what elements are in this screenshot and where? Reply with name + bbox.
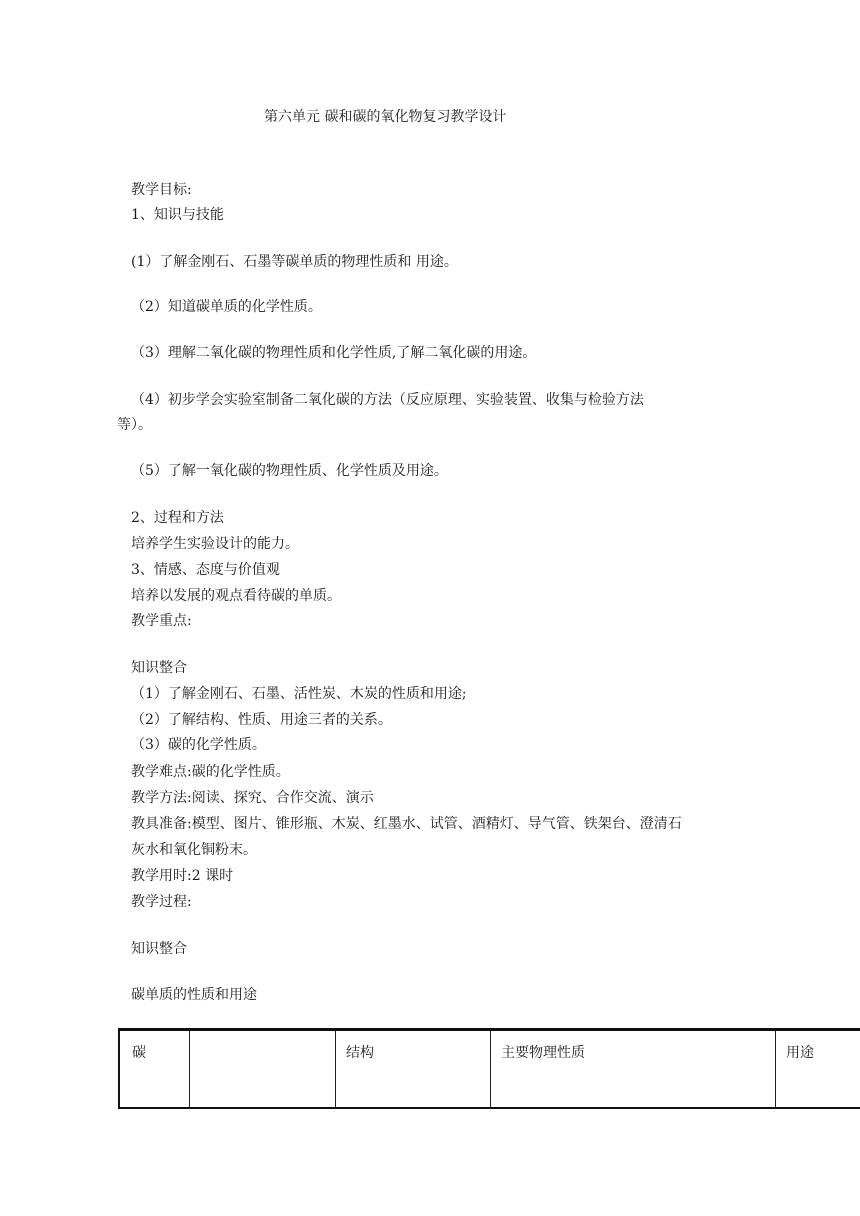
table-header-physical-properties: 主要物理性质 — [501, 1045, 585, 1061]
table-header-carbon: 碳 — [132, 1045, 146, 1061]
table-column-divider — [335, 1031, 336, 1107]
carbon-properties-table — [118, 1028, 860, 1109]
text-line: （3）碳的化学性质。 — [131, 737, 266, 753]
text-line: 知识整合 — [131, 941, 187, 957]
table-column-divider — [490, 1031, 491, 1107]
text-line: 教学方法:阅读、探究、合作交流、演示 — [131, 790, 374, 806]
table-column-divider — [189, 1031, 190, 1107]
text-line: （2）知道碳单质的化学性质。 — [131, 299, 322, 315]
text-line: 教学用时:2 课时 — [131, 868, 234, 884]
text-line: 教学目标: — [131, 182, 192, 198]
table-header-structure: 结构 — [346, 1045, 374, 1061]
text-line: （4）初步学会实验室制备二氧化碳的方法（反应原理、实验装置、收集与检验方法 — [131, 392, 644, 408]
text-line: 教学重点: — [131, 613, 192, 629]
text-line: 教具准备:模型、图片、锥形瓶、木炭、红墨水、试管、酒精灯、导气管、铁架台、澄清石 — [131, 816, 682, 832]
table-column-divider — [775, 1031, 776, 1107]
text-line: 3、情感、态度与价值观 — [131, 562, 280, 578]
text-line: 培养以发展的观点看待碳的单质。 — [131, 588, 341, 604]
text-line: (1）了解金刚石、石墨等碳单质的物理性质和 用途。 — [131, 254, 458, 270]
text-line: 等）。 — [117, 417, 152, 433]
text-line: 教学难点:碳的化学性质。 — [131, 764, 290, 780]
text-line: （1）了解金刚石、石墨、活性炭、木炭的性质和用途; — [131, 686, 467, 702]
text-line: （2）了解结构、性质、用途三者的关系。 — [131, 712, 392, 728]
text-line: 碳单质的性质和用途 — [131, 987, 257, 1003]
text-line: 1、知识与技能 — [131, 207, 224, 223]
text-line: （5）了解一氧化碳的物理性质、化学性质及用途。 — [131, 463, 448, 479]
text-line: （3）理解二氧化碳的物理性质和化学性质,了解二氧化碳的用途。 — [131, 345, 537, 361]
text-line: 培养学生实验设计的能力。 — [131, 536, 299, 552]
text-line: 知识整合 — [131, 660, 187, 676]
document-title: 第六单元 碳和碳的氧化物复习教学设计 — [264, 109, 507, 125]
text-line: 2、过程和方法 — [131, 510, 224, 526]
text-line: 教学过程: — [131, 894, 192, 910]
table-header-uses: 用途 — [786, 1045, 814, 1061]
text-line: 灰水和氧化铜粉末。 — [131, 842, 257, 858]
